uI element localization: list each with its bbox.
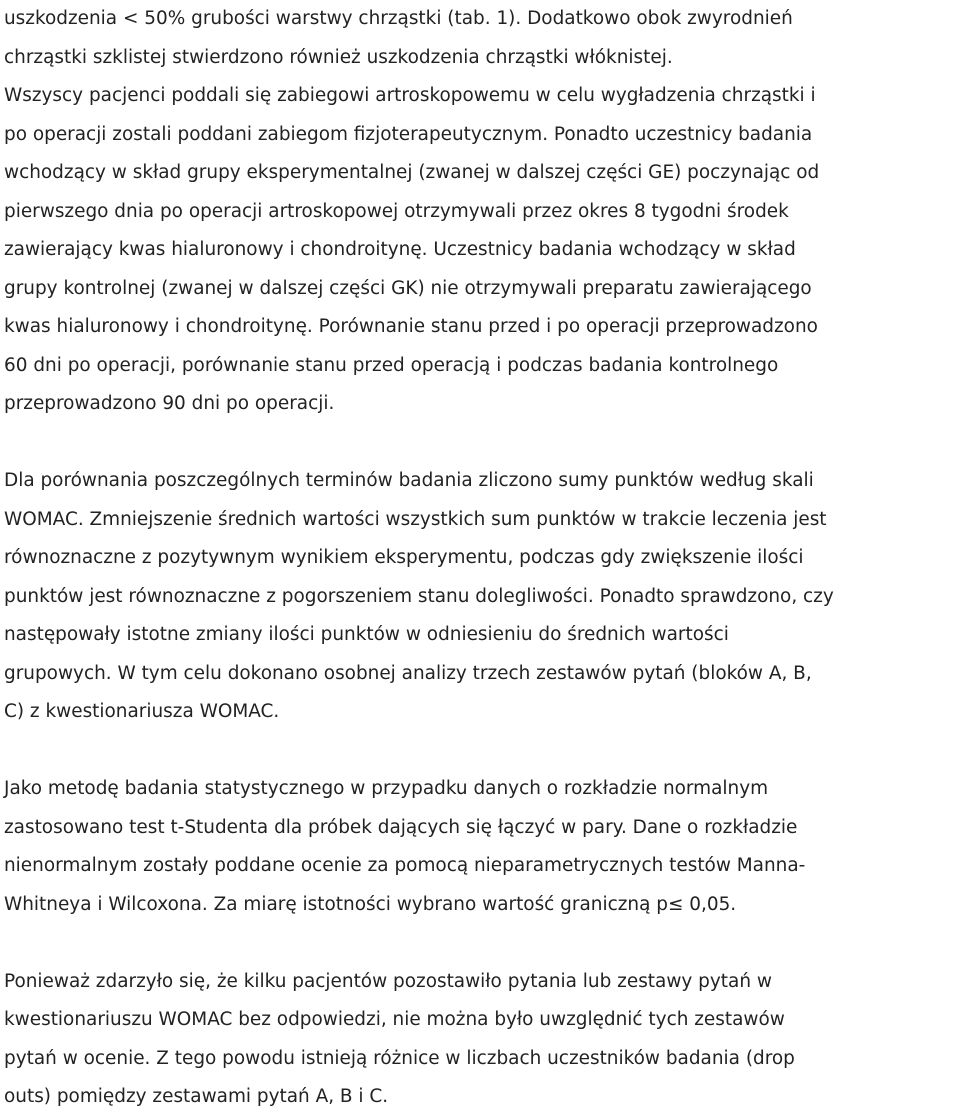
text-line: wchodzący w skład grupy eksperymentalnej (zwanej w dalszej części GE) poczynając od <box>4 162 820 183</box>
text-line: grupowych. W tym celu dokonano osobnej analizy trzech zestawów pytań (bloków A, B, <box>4 662 812 684</box>
text-line: zawierający kwas hialuronowy i chondroitynę. Uczestnicy badania wchodzący w skład <box>4 239 796 260</box>
text-line: outs) pomiędzy zestawami pytań A, B i C. <box>4 1086 389 1107</box>
text-line: nienormalnym zostały poddane ocenie za pomocą nieparametrycznych testów Manna- <box>4 855 806 876</box>
text-line: Wszyscy pacjenci poddali się zabiegowi artroskopowemu w celu wygładzenia chrząstki i <box>4 85 816 106</box>
text-line: kwestionariuszu WOMAC bez odpowiedzi, nie można było uwzględnić tych zestawów <box>4 1009 785 1030</box>
text-line: następowały istotne zmiany ilości punktów w odniesieniu do średnich wartości <box>4 624 729 645</box>
text-line: C) z kwestionariusza WOMAC. <box>4 701 280 722</box>
text-line: Whitneya i Wilcoxona. Za miarę istotności wybrano wartość graniczną p≤ 0,05. <box>4 893 737 915</box>
text-line: WOMAC. Zmniejszenie średnich wartości wszystkich sum punktów w trakcie leczenia jest <box>4 508 827 530</box>
paragraph-drop-outs <box>4 963 952 1117</box>
text-line: chrząstki szklistej stwierdzono również uszkodzenia chrząstki włóknistej. <box>4 46 673 68</box>
text-line: Ponieważ zdarzyło się, że kilku pacjentów pozostawiło pytania lub zestawy pytań w <box>4 970 772 992</box>
paragraph-spacer <box>4 732 952 771</box>
text-line: przeprowadzono 90 dni po operacji. <box>4 393 335 414</box>
paragraph-spacer <box>4 424 952 463</box>
paragraph-methods-groups <box>4 0 952 424</box>
text-line: grupy kontrolnej (zwanej w dalszej części GK) nie otrzymywali preparatu zawierającego <box>4 277 812 299</box>
text-line: uszkodzenia < 50% grubości warstwy chrząstki (tab. 1). Dodatkowo obok zwyrodnień <box>4 8 793 29</box>
text-line: pierwszego dnia po operacji artroskopowej otrzymywali przez okres 8 tygodni środek <box>4 200 789 222</box>
text-line: pytań w ocenie. Z tego powodu istnieją różnice w liczbach uczestników badania (drop <box>4 1047 795 1069</box>
text-line: kwas hialuronowy i chondroitynę. Porównanie stanu przed i po operacji przeprowadzono <box>4 316 818 337</box>
text-line: Jako metodę badania statystycznego w przypadku danych o rozkładzie normalnym <box>4 778 769 799</box>
paragraph-statistics <box>4 770 952 924</box>
text-line: 60 dni po operacji, porównanie stanu przed operacją i podczas badania kontrolnego <box>4 354 779 376</box>
paragraph-spacer <box>4 924 952 963</box>
text-line: Dla porównania poszczególnych terminów badania zliczono sumy punktów według skali <box>4 470 814 491</box>
text-line: punktów jest równoznaczne z pogorszeniem stanu dolegliwości. Ponadto sprawdzono, czy <box>4 585 834 607</box>
text-line: równoznaczne z pozytywnym wynikiem eksperymentu, podczas gdy zwiększenie ilości <box>4 547 804 568</box>
text-line: zastosowano test t-Studenta dla próbek dających się łączyć w pary. Dane o rozkładzie <box>4 816 798 838</box>
paragraph-womac-scoring <box>4 462 952 732</box>
text-line: po operacji zostali poddani zabiegom fizjoterapeutycznym. Ponadto uczestnicy badania <box>4 123 813 145</box>
